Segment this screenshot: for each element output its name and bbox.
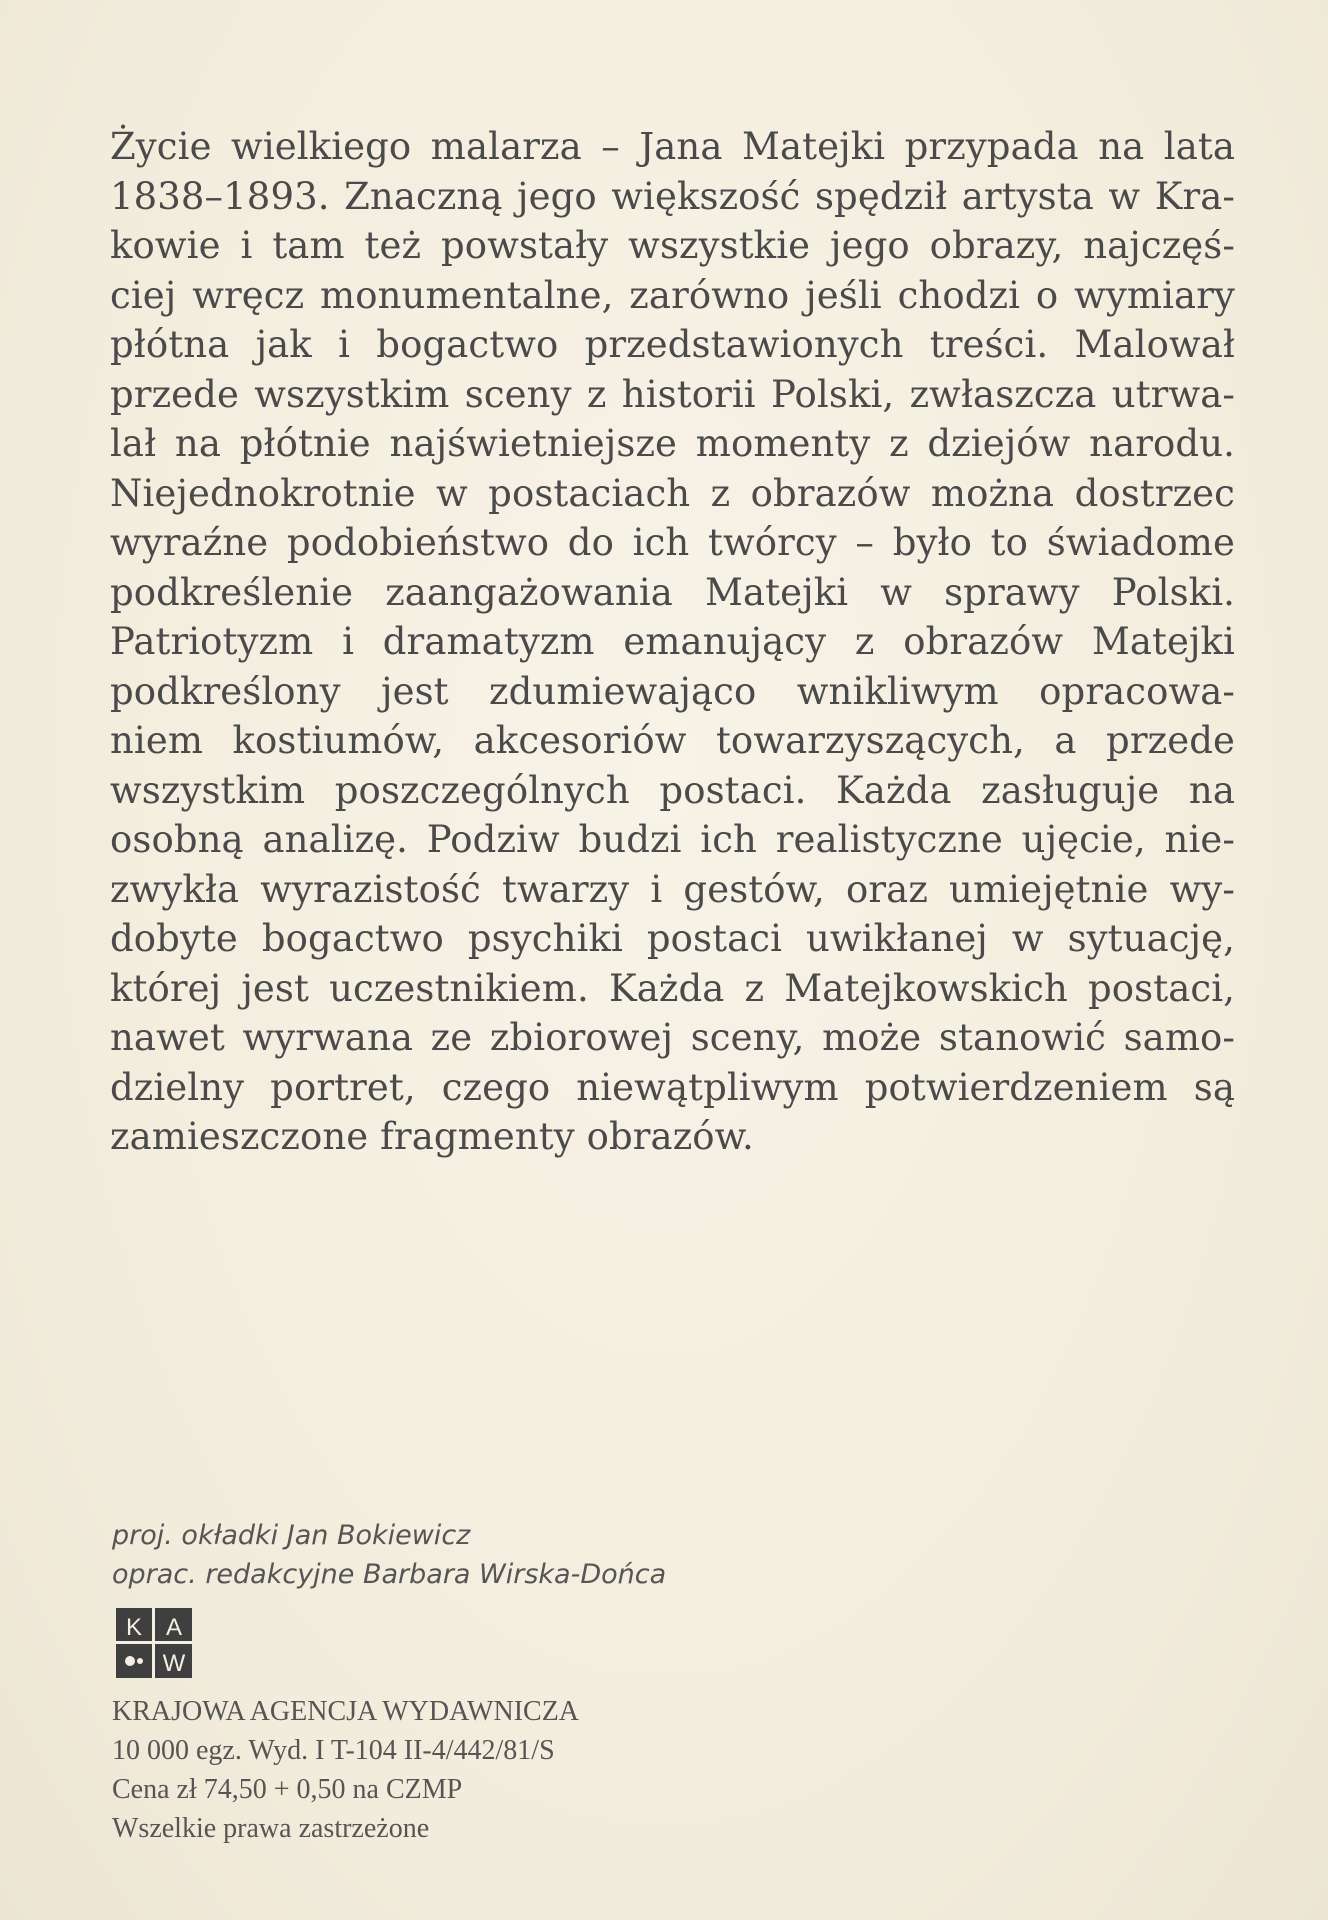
imprint <box>112 1692 579 1848</box>
body-line: podkreślenie zaangażowania Matejki w sprawy Polski. <box>110 570 1235 614</box>
logo-letter-k: K <box>125 1614 143 1641</box>
editorial-credit: oprac. redakcyjne Barbara Wirska-Dońca <box>112 1559 667 1590</box>
publisher-name: KRAJOWA AGENCJA WYDAWNICZA <box>112 1696 580 1727</box>
body-line: płótna jak i bogactwo przedstawionych treści. Malował <box>110 323 1235 366</box>
logo-dot-icon <box>125 1656 135 1666</box>
body-line: lał na płótnie najświetniejsze momenty z dziejów narodu. <box>110 422 1235 465</box>
body-line: kowie i tam też powstały wszystkie jego obrazy, najczęś- <box>110 224 1235 267</box>
body-line: wyraźne podobieństwo do ich twórcy – było to świadome <box>110 521 1235 564</box>
logo-letter-w: W <box>162 1650 186 1677</box>
print-run: 10 000 egz. Wyd. I T-104 II-4/442/81/S <box>112 1735 555 1766</box>
body-line: Patriotyzm i dramatyzm emanujący z obrazów Matejki <box>110 620 1235 663</box>
body-line: dzielny portret, czego niewątpliwym potwierdzeniem są <box>110 1065 1235 1109</box>
logo-dot-icon <box>137 1658 143 1664</box>
body-line: ciej wręcz monumentalne, zarówno jeśli chodzi o wymiary <box>110 273 1235 317</box>
price: Cena zł 74,50 + 0,50 na CZMP <box>112 1774 463 1805</box>
body-line: Życie wielkiego malarza – Jana Matejki przypada na lata <box>110 125 1235 168</box>
body-line: dobyte bogactwo psychiki postaci uwikłanej w sytuację, <box>110 917 1235 960</box>
body-line: nawet wyrwana ze zbiorowej sceny, może stanowić samo- <box>110 1016 1235 1059</box>
body-text <box>110 122 1235 1162</box>
cover-design-credit: proj. okładki Jan Bokiewicz <box>112 1520 471 1551</box>
logo-letter-a: A <box>165 1614 183 1641</box>
publisher-logo-icon <box>112 1606 196 1680</box>
body-line: podkreślony jest zdumiewająco wnikliwym opracowa- <box>110 669 1235 713</box>
body-line: osobną analizę. Podziw budzi ich realistyczne ujęcie, nie- <box>110 818 1235 861</box>
body-line: Niejednokrotnie w postaciach z obrazów można dostrzec <box>110 471 1235 515</box>
credits <box>112 1516 666 1594</box>
body-line: 1838–1893. Znaczną jego większość spędził artysta w Kra- <box>110 174 1235 218</box>
body-line: niem kostiumów, akcesoriów towarzyszących, a przede <box>110 719 1235 762</box>
body-line: wszystkim poszczególnych postaci. Każda zasługuje na <box>110 768 1235 812</box>
body-line: zamieszczone fragmenty obrazów. <box>110 1115 754 1158</box>
logo-divider <box>152 1608 155 1678</box>
body-line: której jest uczestnikiem. Każda z Matejkowskich postaci, <box>110 966 1235 1010</box>
body-line: zwykła wyrazistość twarzy i gestów, oraz umiejętnie wy- <box>110 867 1235 911</box>
rights-notice: Wszelkie prawa zastrzeżone <box>112 1813 430 1844</box>
body-line: przede wszystkim sceny z historii Polski, zwłaszcza utrwa- <box>110 372 1235 416</box>
